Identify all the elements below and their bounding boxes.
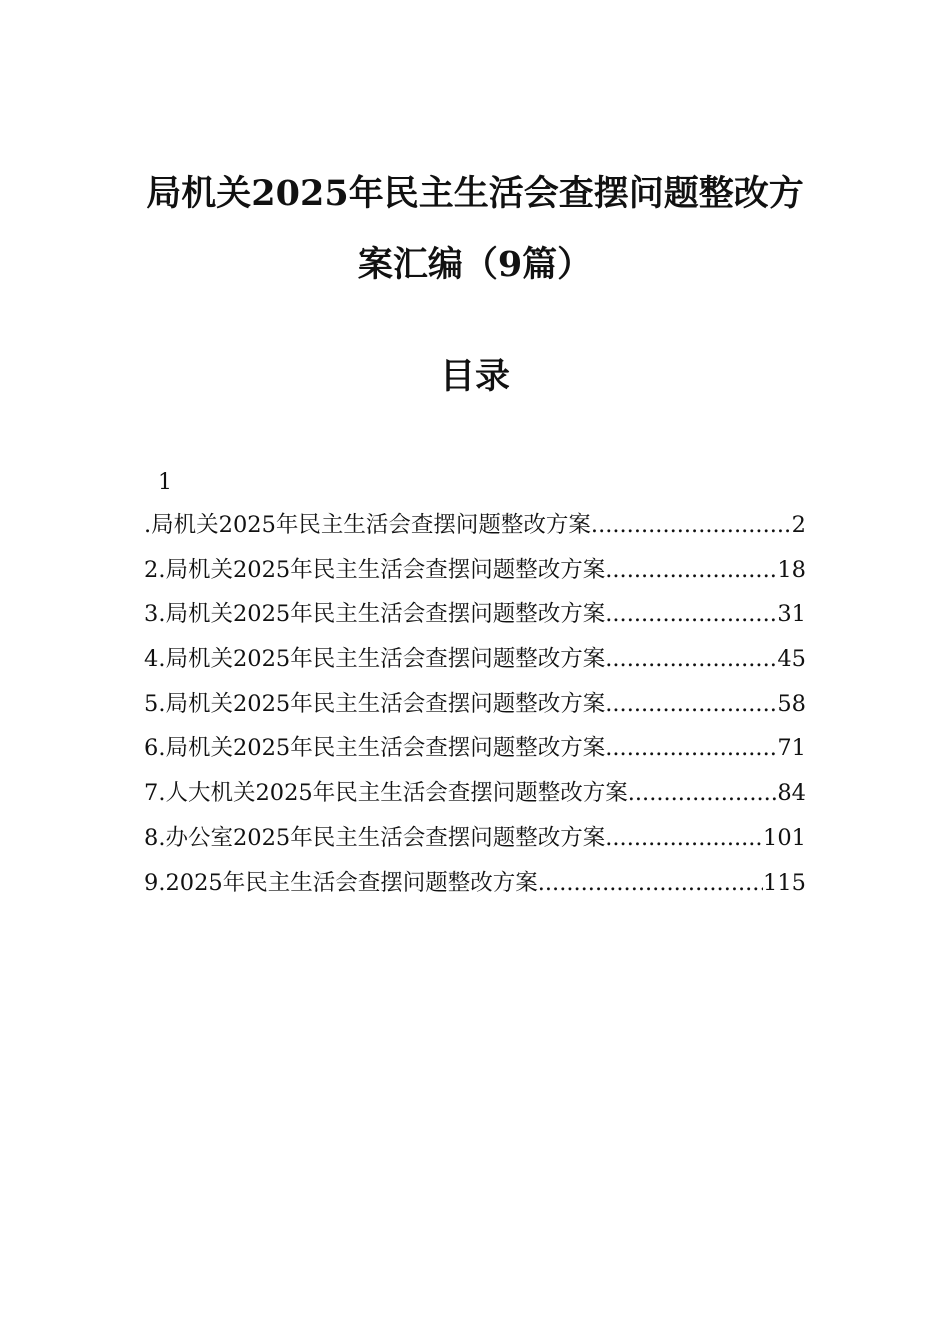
toc-leader-dots — [605, 689, 777, 719]
toc-leader-dots — [628, 778, 778, 808]
toc-entry-number: 8. — [144, 824, 166, 851]
toc-entry-title: 局机关2025年民主生活会查摆问题整改方案 — [165, 556, 606, 583]
toc-entry[interactable] — [144, 510, 806, 555]
document-title-line-2: 案汇编（9篇） — [357, 244, 593, 285]
toc-entry[interactable] — [144, 823, 806, 868]
toc-entry[interactable] — [144, 599, 806, 644]
toc-entry[interactable] — [144, 689, 806, 734]
toc-entry-page: 31 — [777, 601, 806, 628]
toc-entry-page: 115 — [763, 869, 806, 896]
toc-leader-dots — [605, 733, 777, 763]
toc-leader-dots — [605, 644, 777, 674]
toc-entry-title: 局机关2025年民主生活会查摆问题整改方案 — [165, 735, 606, 762]
toc-entry-title: 办公室2025年民主生活会查摆问题整改方案 — [165, 824, 606, 851]
toc-leader-dots — [605, 599, 777, 629]
toc-entry-page: 18 — [777, 556, 806, 583]
toc-entry-number: 9. — [144, 869, 166, 896]
toc-entry-page: 84 — [777, 780, 806, 807]
document-title-line-1: 局机关2025年民主生活会查摆问题整改方 — [146, 173, 804, 214]
toc-entry-page: 45 — [777, 646, 806, 673]
toc-leader-dots — [605, 555, 777, 585]
toc-entry[interactable] — [144, 733, 806, 778]
toc-entry[interactable] — [144, 778, 806, 823]
toc-leader-dots — [538, 868, 763, 898]
toc-entry-page: 101 — [763, 824, 806, 851]
toc-entry-page: 71 — [777, 735, 806, 762]
toc-entry-number: 6. — [144, 735, 166, 762]
toc-entry-title: 局机关2025年民主生活会查摆问题整改方案 — [165, 646, 606, 673]
toc-entry[interactable] — [144, 644, 806, 689]
toc-entry-title: 人大机关2025年民主生活会查摆问题整改方案 — [165, 780, 628, 807]
toc-entry-number: 2. — [144, 556, 166, 583]
toc-entry-title: 局机关2025年民主生活会查摆问题整改方案 — [165, 690, 606, 717]
toc-entry-title: 局机关2025年民主生活会查摆问题整改方案 — [165, 601, 606, 628]
toc-entry-page: 58 — [777, 690, 806, 717]
toc-stray-number: 1 — [158, 470, 172, 495]
toc-entry-number: 5. — [144, 690, 166, 717]
toc-entry-number: 3. — [144, 601, 166, 628]
toc-entry-title: 2025年民主生活会查摆问题整改方案 — [165, 869, 538, 896]
toc-entry-page: 2 — [791, 512, 806, 538]
toc-leader-dots — [591, 510, 792, 540]
toc-entry[interactable] — [144, 555, 806, 600]
toc-entry-number: 7. — [144, 780, 166, 807]
toc-entry[interactable] — [144, 868, 806, 913]
toc-entry-title: .局机关2025年民主生活会查摆问题整改方案 — [144, 512, 591, 538]
toc-entry-number: 4. — [144, 646, 166, 673]
toc-heading: 目录 — [439, 356, 510, 397]
table-of-contents — [144, 510, 806, 912]
toc-leader-dots — [605, 823, 763, 853]
